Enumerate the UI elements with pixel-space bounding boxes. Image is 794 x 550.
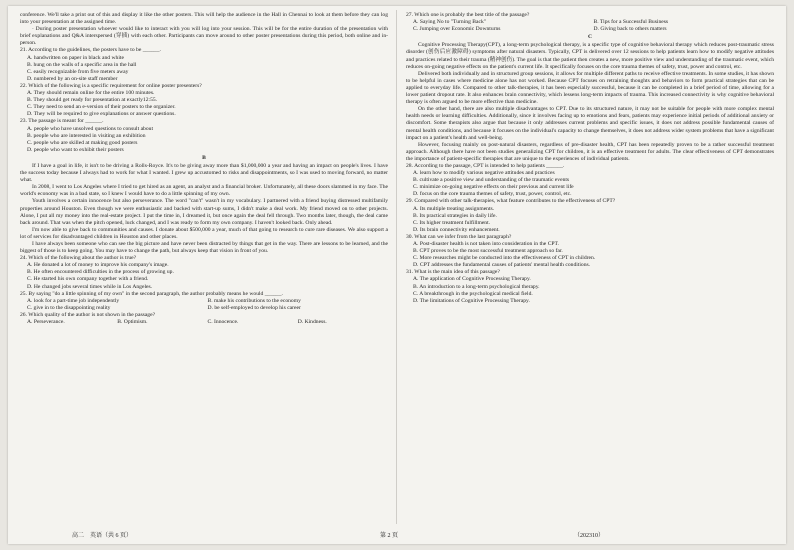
- question-21: [20, 47, 388, 82]
- footer-code: （202310）: [574, 533, 605, 539]
- footer-page-number: 第 2 页: [380, 533, 399, 539]
- answer-option: D. Giving back to others matters: [593, 26, 667, 33]
- answer-option: A. learn how to modify various negative attitudes and practices: [413, 170, 555, 177]
- question-stem: 24. Which of the following about the author is true?: [20, 255, 137, 262]
- right-column: [406, 12, 774, 524]
- question-stem: 22. Which of the following is a specific requirement for online poster presenters?: [20, 82, 202, 89]
- answer-option: B. CPT proves to be the most successful treatment approach so far.: [413, 248, 563, 255]
- section-heading-c: C: [587, 34, 593, 41]
- answer-option: A. He donated a lot of money to improve his company's image.: [27, 262, 169, 269]
- answer-option: C. A breakthrough in the psychological medical field.: [413, 290, 533, 297]
- answer-option: A. Its multiple treating assignments.: [413, 205, 495, 212]
- answer-option-row: [413, 19, 774, 26]
- answer-option: D. CPT addresses the fundamental causes of patients' mental health conditions.: [413, 262, 591, 269]
- answer-option: C. people who are skilled at making good posters: [27, 139, 138, 146]
- answer-option: C. They need to send an e-version of their posters to the organizer.: [27, 104, 176, 111]
- answer-option: B. An introduction to a long-term psychological therapy.: [413, 283, 540, 290]
- passage-b-paragraph: I'm now able to give back to communities and causes. I donate about $500,000 a year, much of that going to research to cure rare diseases. We also support a lot of services for disadvantaged children in Houston and other places.: [20, 226, 388, 240]
- answer-option: D. be self-employed to develop his career: [207, 304, 301, 311]
- question-27: [406, 12, 774, 33]
- answer-option: D. people who want to exhibit their posters: [27, 146, 124, 153]
- answer-option: A. handwritten on paper in black and white: [27, 54, 124, 61]
- passage-b-paragraph: In 2008, I went to Los Angeles where I tried to get hired as an agent, an analyst and a financial broker. Unfortunately, all these doors slammed in my face. The world's economy was in a bad state, so I knew I would have to do a little spinning of my own.: [20, 184, 388, 198]
- intro-paragraph: conference. We'll take a print out of this and display it like the other posters. This will help the audience in the Hall in Chennai to look at them before they can log into your presentation at the assigned time.: [20, 12, 388, 26]
- answer-option: D. The limitations of Cognitive Processing Therapy.: [413, 297, 530, 304]
- question-22: [20, 83, 388, 118]
- intro-paragraph: · During poster presentation whoever would like to interact with you will log into your session. This will be for the entire duration of the presentation with brief explanations and Q&A interspersed (穿插) with each other. Participants can move around to other poster presentations during this period, both online and in-person.: [20, 26, 388, 47]
- passage-c-paragraph: However, focusing mainly on post-natural disasters, regardless of pre-disaster health, CPT has been repeatedly proven to be a rather successful treatment approach. Although there have not been studies generalizing CPT for children, it is an effective treatment for adults. The clear effectiveness of CPT demonstrates the importance of patient-specific therapies that are unique to the experiences of individual patients.: [406, 141, 774, 162]
- question-23: [20, 118, 388, 153]
- answer-option: D. He changed jobs several times while in Los Angeles.: [27, 283, 153, 290]
- question-24: [20, 255, 388, 290]
- passage-b-paragraph: I have always been someone who can see the big picture and have never been distracted by things that get in the way. There are lessons to be learned, and the biggest of those is to keep going. You may have to change the path, but always keep that vision in front of you.: [20, 241, 388, 255]
- section-heading-b: B: [202, 154, 206, 161]
- page-footer: [8, 532, 786, 541]
- column-divider: [396, 10, 397, 524]
- answer-option: A. Saying No to "Turning Back": [413, 19, 487, 26]
- question-stem: 29. Compared with other talk-therapies, what feature contributes to the effectiveness of CPT?: [406, 198, 616, 205]
- answer-option: D. They will be required to give explanations or answer questions.: [27, 111, 176, 118]
- answer-option: D. focus on the core trauma themes of safety, trust, power, control, etc.: [413, 191, 572, 198]
- answer-option: A. people who have unsolved questions to consult about: [27, 125, 153, 132]
- left-column: [20, 12, 388, 524]
- question-stem: 31. What is the main idea of this passage?: [406, 269, 500, 276]
- answer-option: B. Its practical strategies in daily life.: [413, 212, 497, 219]
- answer-option: C. Its higher treatment fulfillment.: [413, 219, 491, 226]
- answer-option-row: [27, 305, 388, 312]
- answer-option-row: [27, 319, 388, 326]
- answer-option: A. look for a part-time job independently: [27, 297, 120, 304]
- question-stem: 23. The passage is meant for ______.: [20, 118, 104, 125]
- passage-c-paragraph: On the other hand, there are also multiple disadvantages to CPT. Due to its structured nature, it may not be suitable for people with more complex mental health needs or learning difficulties. Additionally, since it involves facing up to emotions and fears, patients may experience initial periods of additional anxiety or discomfort. Some therapists also argue that because it only addresses current problems and specific issues, it does not address possible fundamental causes of mental health conditions, and because it focuses on the individual's capacity to change themselves, it does not address wider system problems that have a significant impact on a patient's health and well-being.: [406, 106, 774, 141]
- answer-option-row: [27, 298, 388, 305]
- question-stem: 25. By saying "do a little spinning of my own" in the second paragraph, the author probably means he would ______.: [20, 290, 283, 297]
- question-stem: 27. Which one is probably the best title of the passage?: [406, 12, 530, 18]
- question-stem: 30. What can we infer from the last paragraph?: [406, 233, 512, 240]
- answer-option: C. He started his own company together with a friend.: [27, 276, 149, 283]
- question-29: [406, 198, 774, 233]
- answer-option: C. Jumping over Economic Downturns: [413, 26, 501, 33]
- answer-option: C. More researches might be conducted into the effectiveness of CPT in children.: [413, 255, 596, 262]
- answer-option: B. hung on the walls of a specific area in the hall: [27, 61, 137, 68]
- passage-c-paragraph: Cognitive Processing Therapy(CPT), a long-term psychological therapy, is a specific type of cognitive behavioral therapy which reduces post-traumatic stress disorder (创伤后应激障碍) symptoms after natural disasters. Typically, CPT is delivered over 12 sessions to help patients learn how to modify negative attitudes and practices related to their trauma (精神创伤). The goal is that the patient then creates a new, more positive view and understanding of the traumatic event, which reduces on-going negative effects on the patient's current life. It specifically focuses on the core trauma themes of safety, trust, power and control, etc.: [406, 42, 774, 70]
- answer-option: D. Its brain connectivity enhancement.: [413, 226, 500, 233]
- answer-option: C. Innocence.: [207, 319, 239, 326]
- passage-b-paragraph: If I have a goal in life, it isn't to be driving a Rolls-Royce. It's to be giving away more than $1,000,000 a year and having an impact on people's lives. I have the success today because I always had to work for what I wanted. I grew up accustomed to risks and disappointments, so I was used to moving forward, no matter what.: [20, 162, 388, 184]
- answer-option: C. easily recognizable from five meters away: [27, 68, 129, 75]
- answer-option: B. They should get ready for presentation at exactly12:55.: [27, 97, 158, 104]
- question-25: [20, 291, 388, 312]
- footer-subject: 高二 英语（共 6 页）: [72, 533, 133, 539]
- question-30: [406, 234, 774, 269]
- answer-option: B. Optimism.: [117, 319, 148, 326]
- answer-option: D. numbered by an on-site staff member: [27, 75, 118, 82]
- answer-option: A. Post-disaster health is not taken into consideration in the CPT.: [413, 241, 559, 247]
- question-stem: 28. According to the passage, CPT is intended to help patients ______.: [406, 162, 565, 169]
- exam-page: [8, 6, 786, 544]
- answer-option: B. He often encountered difficulties in the process of growing up.: [27, 269, 174, 276]
- question-stem: 26. Which quality of the author is not shown in the passage?: [20, 311, 156, 318]
- answer-option: A. The application of Cognitive Processing Therapy.: [413, 276, 531, 283]
- answer-option: C. give in to the disappointing reality: [27, 304, 111, 311]
- answer-option-row: [413, 26, 774, 33]
- question-stem: 21. According to the guidelines, the posters have to be ______.: [20, 47, 161, 54]
- answer-option: D. Kindness.: [297, 319, 327, 326]
- answer-option: A. They should remain online for the entire 100 minutes.: [27, 90, 155, 97]
- passage-c-paragraph: Delivered both individually and in structured group sessions, it allows for multiple different paths to receive effective treatments. In some studies, it has shown to be helpful in cases where medicine alone has not worked. Because CPT focuses on retraining thoughts and behaviors to form practical strategies that can be applied to everyday life. Compared to other talk-therapies, it has been especially successful, because it can be completed in a brief period of time, allowing for a lower patient dropout rate. It also enhances brain connectivity, which lessens long-term impacts of trauma. This increased connectivity is why cognitive behavioral therapy is often argued to be more effective than medicine.: [406, 70, 774, 106]
- passage-b-paragraph: Youth involves a certain innocence but also perseverance. The word "can't" wasn't in my vocabulary. I partnered with a friend buying distressed multifamily properties around Houston. Even though we were enthusiastic and backed with start-up sums, I didn't make a deal work. My friend moved on to other projects. Alone, I put all my money into the real-estate project. I put the time in, I dreamed it, but once again the deal fell through. Two months later, though, the deal came back around. That was when the pitch opened, luck changed, and I was ready to form my own company. I haven't looked back. Only ahead.: [20, 198, 388, 226]
- answer-option: B. make his contributions to the economy: [207, 297, 301, 304]
- answer-option: B. Tips for a Successful Business: [593, 19, 669, 26]
- answer-option: C. minimize on-going negative effects on their previous and current life: [413, 184, 574, 191]
- answer-option: A. Perseverance.: [27, 319, 65, 326]
- answer-option: B. people who are interested in visiting an exhibition: [27, 132, 146, 139]
- question-28: [406, 163, 774, 198]
- question-31: [406, 269, 774, 304]
- question-26: [20, 312, 388, 326]
- answer-option: B. cultivate a positive view and understanding of the traumatic events: [413, 177, 570, 184]
